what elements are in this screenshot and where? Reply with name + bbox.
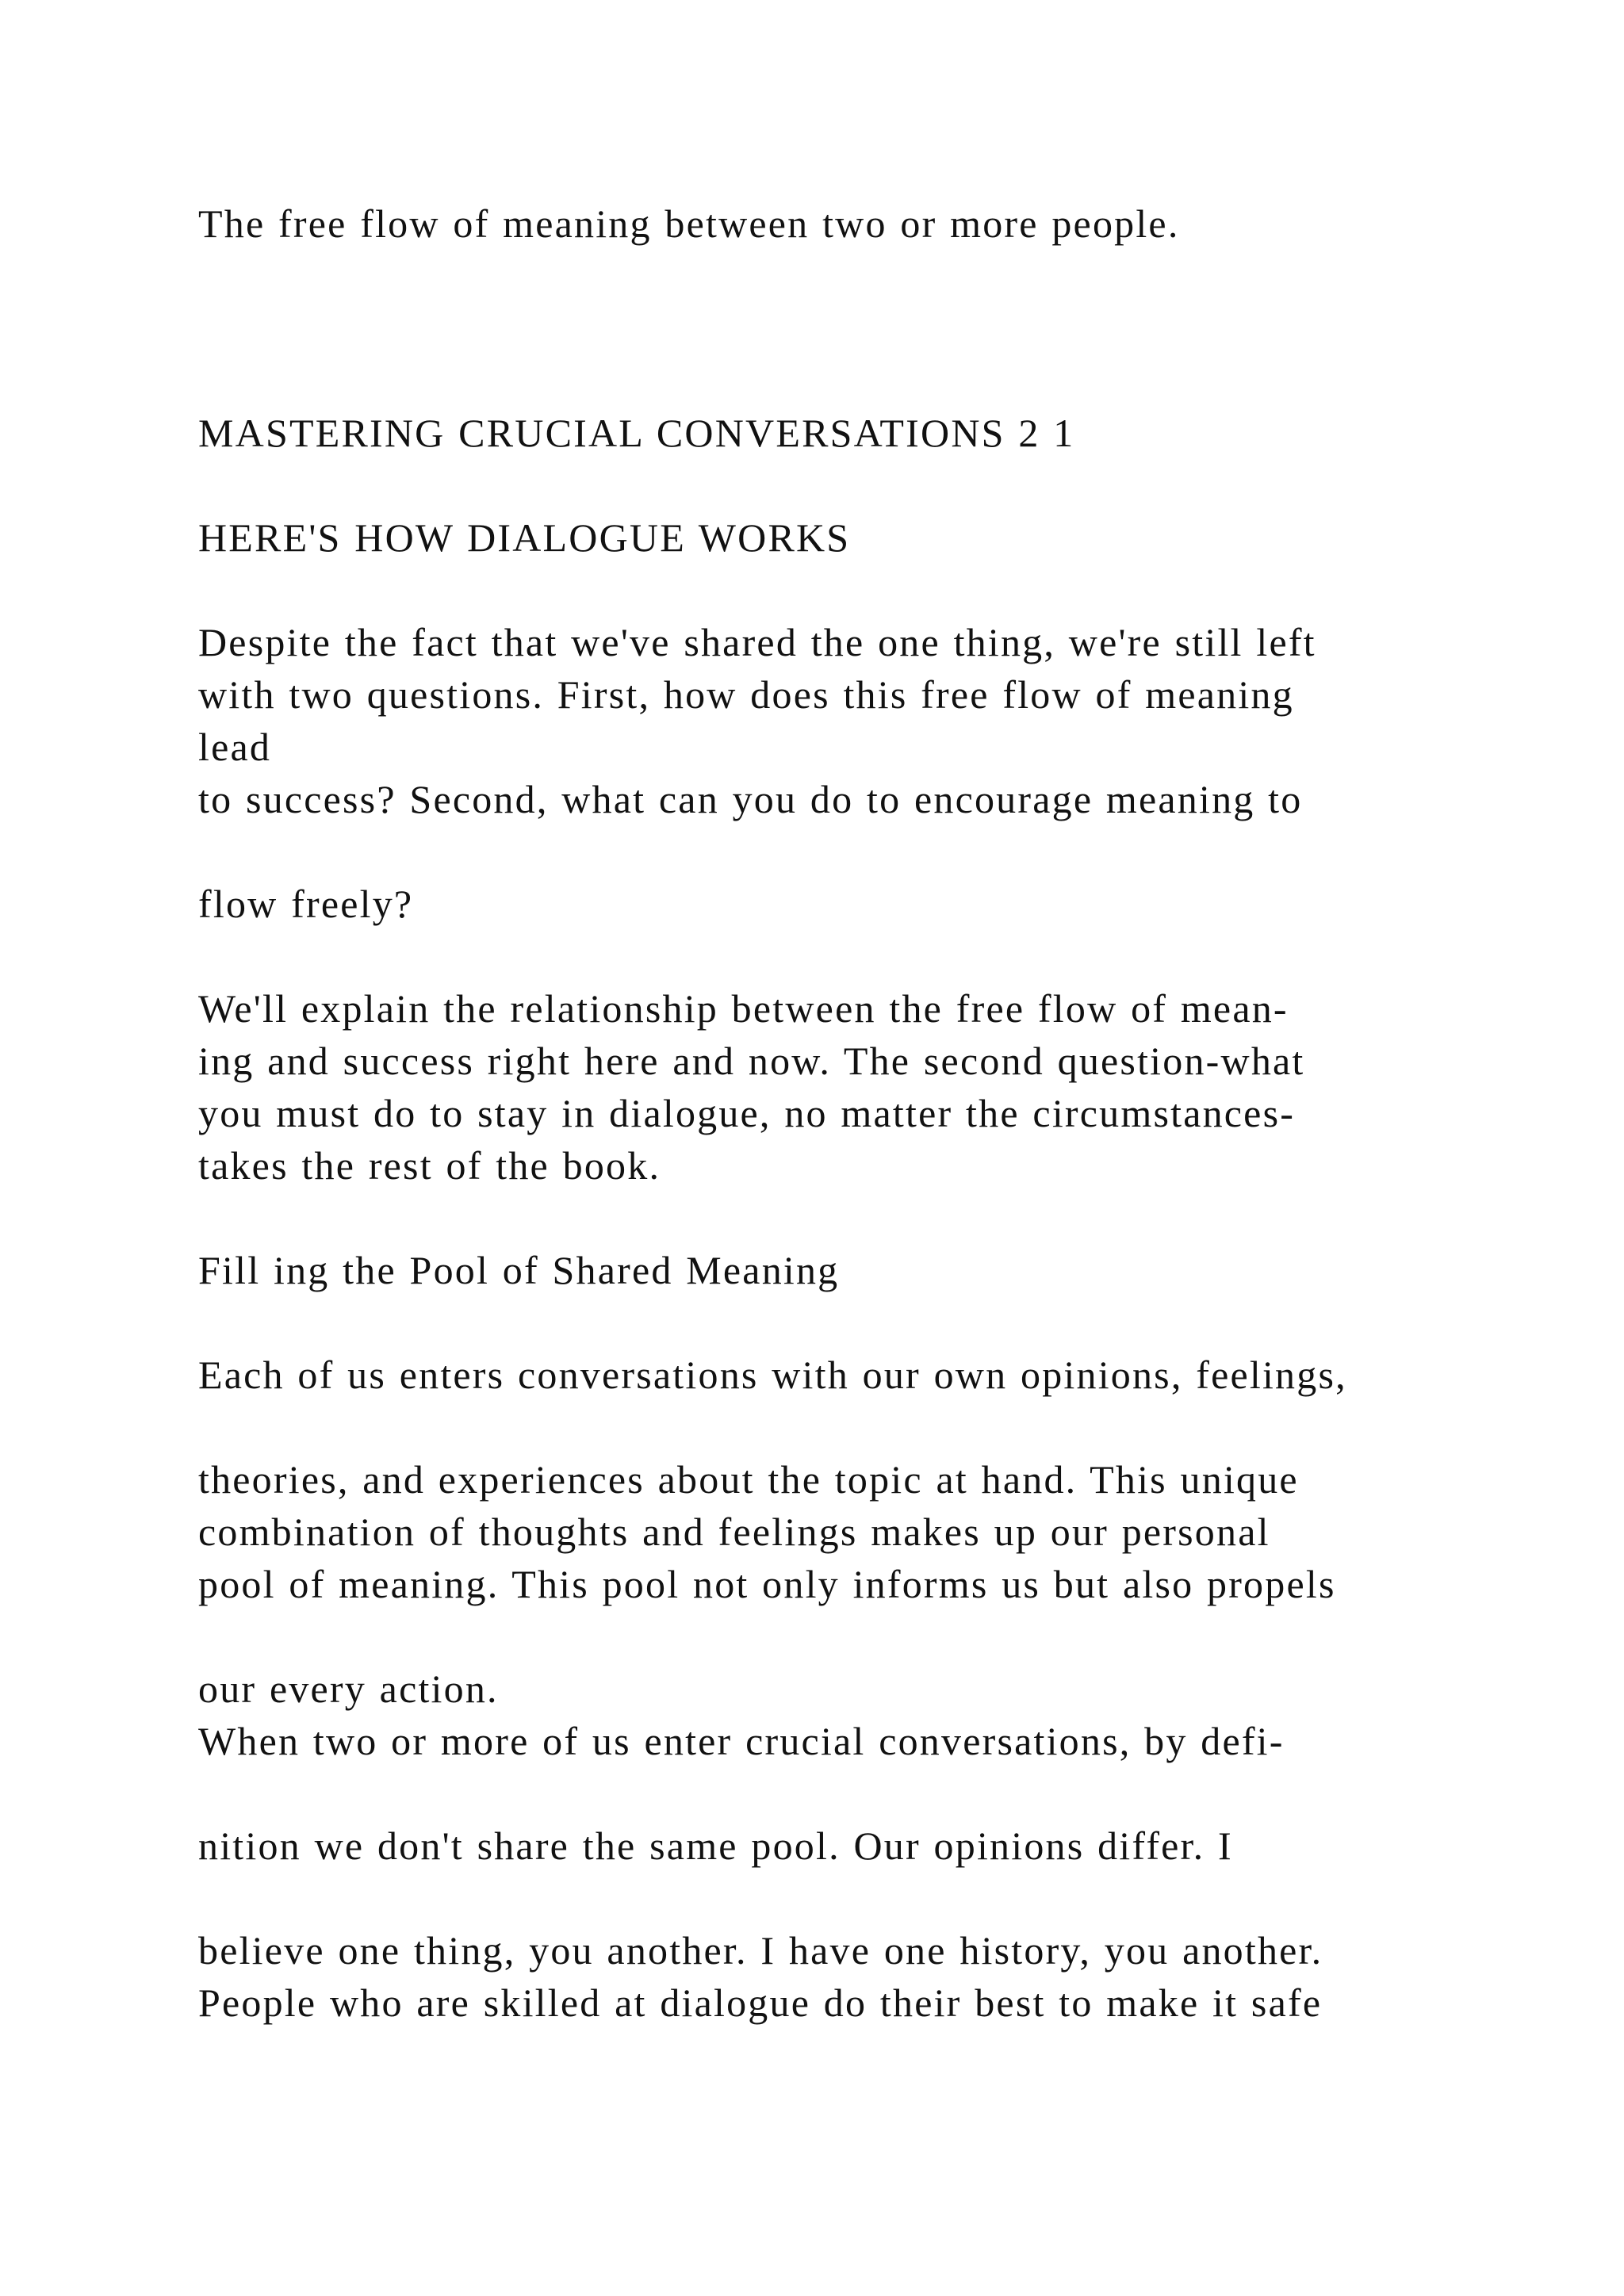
paragraph-3-line-4: pool of meaning. This pool not only informs us but also propels [198,1562,1336,1606]
intro-line: The free flow of meaning between two or more people. [198,201,1180,246]
paragraph-3-line-7: nition we don't share the same pool. Our opinions differ. I [198,1823,1233,1868]
paragraph-2-line-2: ing and success right here and now. The second question-what [198,1039,1305,1083]
paragraph-3-line-3: combination of thoughts and feelings makes up our personal [198,1510,1270,1554]
paragraph-2-line-3: you must do to stay in dialogue, no matter the circumstances- [198,1091,1296,1135]
subheading: Fill ing the Pool of Shared Meaning [198,1248,840,1292]
paragraph-2-line-1: We'll explain the relationship between the free flow of mean- [198,986,1289,1031]
paragraph-3-line-1: Each of us enters conversations with our own opinions, feelings, [198,1353,1347,1397]
running-header: MASTERING CRUCIAL CONVERSATIONS 2 1 [198,411,1075,455]
paragraph-3-line-9: People who are skilled at dialogue do their best to make it safe [198,1980,1323,2025]
section-title: HERE'S HOW DIALOGUE WORKS [198,515,851,560]
paragraph-2-line-4: takes the rest of the book. [198,1143,661,1188]
paragraph-1-line-4: to success? Second, what can you do to encourage meaning to [198,777,1303,821]
paragraph-3-line-6: When two or more of us enter crucial conversations, by defi- [198,1719,1285,1763]
paragraph-3-line-8: believe one thing, you another. I have one history, you another. [198,1928,1323,1973]
paragraph-3-line-2: theories, and experiences about the topic at hand. This unique [198,1457,1299,1502]
paragraph-1-line-1: Despite the fact that we've shared the one thing, we're still left [198,620,1316,664]
paragraph-1-line-5: flow freely? [198,882,414,926]
paragraph-3-line-5: our every action. [198,1667,499,1711]
paragraph-1-line-2: with two questions. First, how does this free flow of meaning [198,672,1294,717]
paragraph-1-line-3: lead [198,725,272,769]
